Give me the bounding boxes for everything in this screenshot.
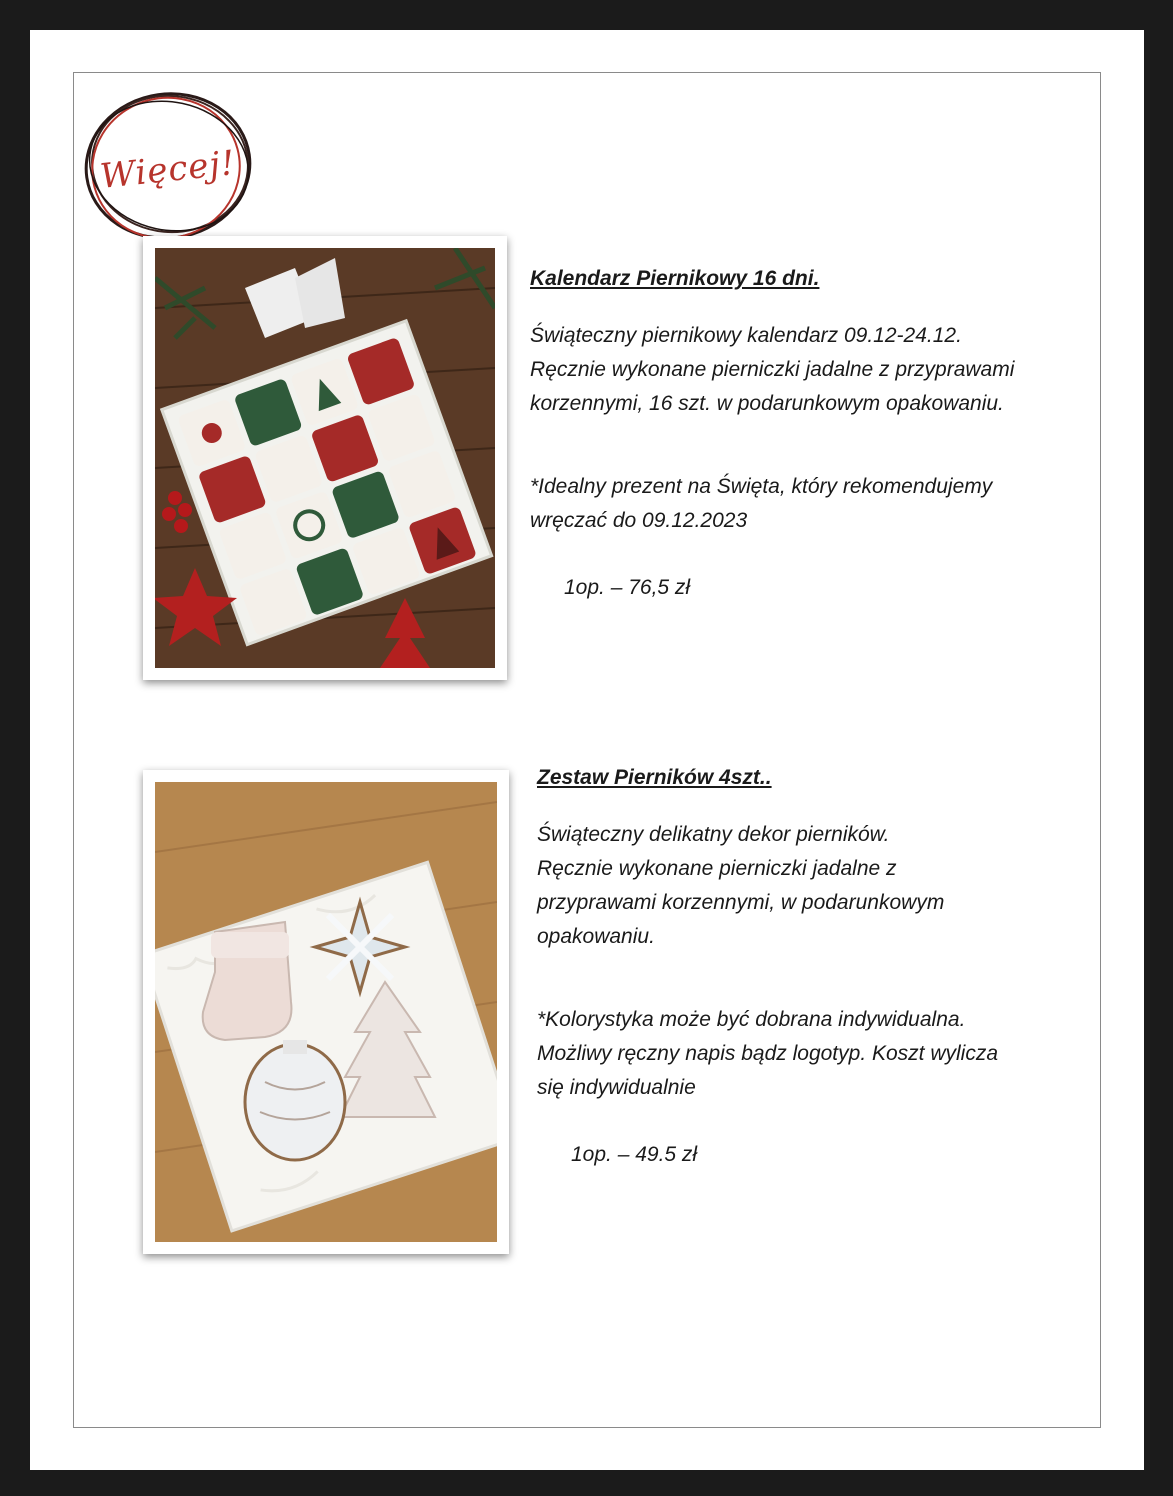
note-line: *Idealny prezent na Święta, który rekomendujemy <box>530 475 993 498</box>
product-calendar <box>530 262 1014 626</box>
product-title: Zestaw Pierników 4szt.. <box>537 766 772 789</box>
product-photo-calendar <box>143 236 507 680</box>
description-line: opakowaniu. <box>537 925 655 948</box>
product-price: 1op. – 49.5 zł <box>571 1143 698 1166</box>
note-line: wręczać do 09.12.2023 <box>530 509 748 532</box>
description-line: Ręcznie wykonane pierniczki jadalne z przyprawami <box>530 358 1015 381</box>
description-line: Ręcznie wykonane pierniczki jadalne z <box>537 857 897 880</box>
description-line: korzennymi, 16 szt. w podarunkowym opakowaniu. <box>530 392 1004 415</box>
note-line: *Kolorystyka może być dobrana indywidualna. <box>537 1008 966 1031</box>
product-photo-set <box>143 770 509 1254</box>
product-price: 1op. – 76,5 zł <box>564 576 691 599</box>
description-line: Świąteczny piernikowy kalendarz 09.12-24.12. <box>530 324 962 347</box>
description-line: przyprawami korzennymi, w podarunkowym <box>537 891 945 914</box>
note-line: się indywidualnie <box>537 1076 696 1099</box>
product-title: Kalendarz Piernikowy 16 dni. <box>530 267 820 290</box>
product-description <box>537 818 998 954</box>
product-note <box>530 470 1014 538</box>
logo-text: Więcej! <box>98 143 238 197</box>
document-page <box>30 30 1144 1470</box>
product-note <box>537 1003 998 1105</box>
note-line: Możliwy ręczny napis bądz logotyp. Koszt wylicza <box>537 1042 999 1065</box>
description-line: Świąteczny delikatny dekor pierników. <box>537 823 890 846</box>
product-description <box>530 319 1014 421</box>
product-set <box>537 761 998 1193</box>
